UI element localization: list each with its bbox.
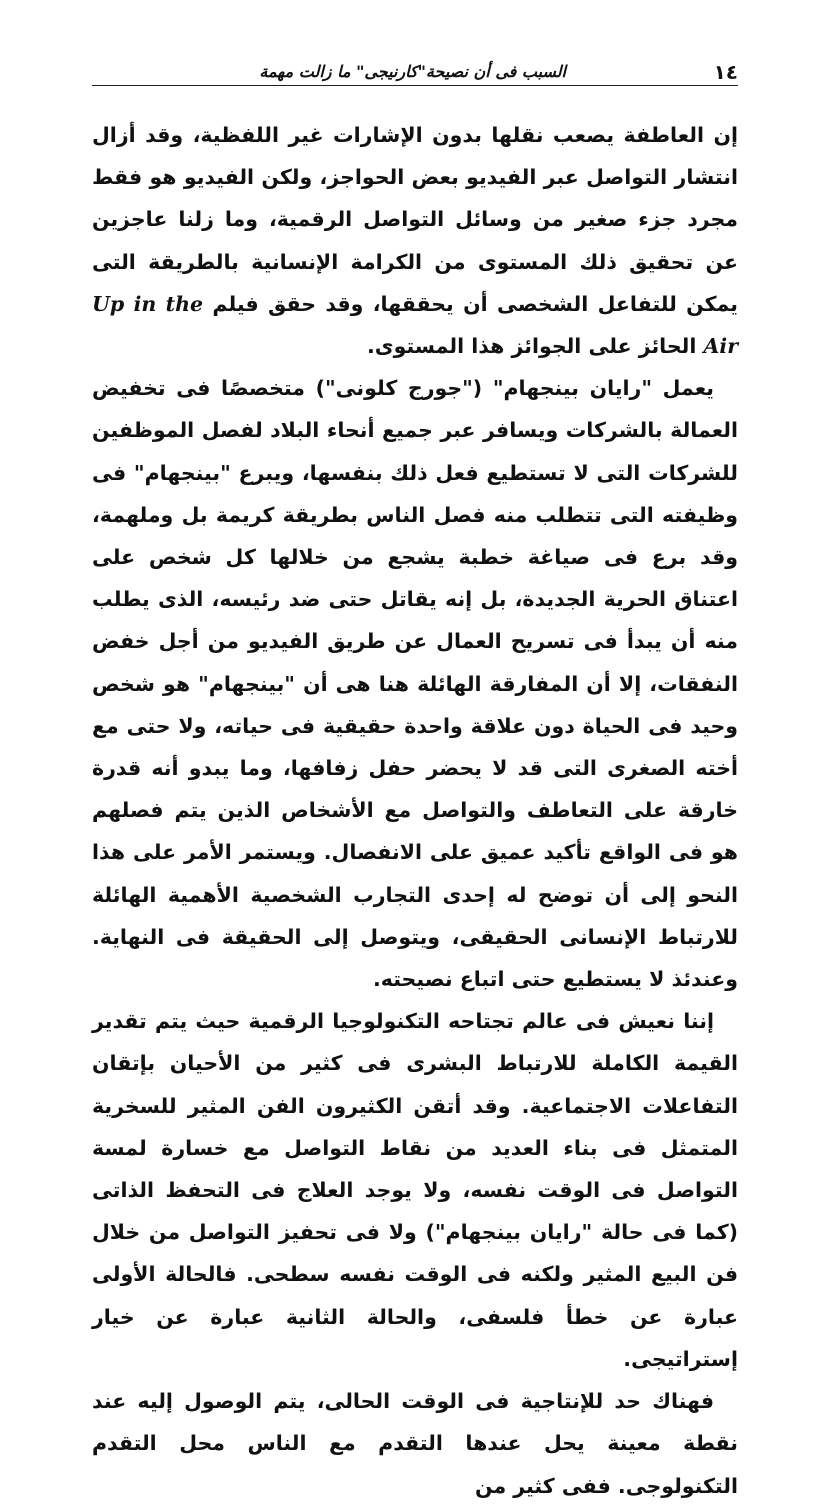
- film-title: Up in the Air: [92, 291, 738, 359]
- page-header: [92, 58, 738, 86]
- page-number: ١٤: [713, 60, 738, 84]
- paragraph-1: [92, 114, 738, 367]
- body-text: [92, 114, 738, 1507]
- paragraph-4: فهناك حد للإنتاجية فى الوقت الحالى، يتم الوصول إليه عند نقطة معينة يحل عندها التقدم مع الناس محل التقدم التكنولوجى. ففى كثير من: [92, 1389, 738, 1498]
- paragraph-1-text-before: إن العاطفة يصعب نقلها بدون الإشارات غير اللفظية، وقد أزال انتشار التواصل عبر الفيديو بعض الحواجز، ولكن الفيديو هو فقط مجرد جزء صغير من وسائل التواصل الرقمية، وما زلنا عاجزين عن تحقيق ذلك المستوى من الكرامة الإنسانية بالطريقة التى يمكن للتفاعل الشخصى أن يحققها، وقد حقق فيلم: [92, 123, 738, 316]
- running-title: السبب فى أن نصيحة"كارنيجى" ما زالت مهمة: [259, 62, 566, 81]
- paragraph-1-text-after: الحائز على الجوائز هذا المستوى.: [367, 334, 704, 359]
- paragraph-2: يعمل "رايان بينجهام" ("جورج كلونى") متخصصًا فى تخفيض العمالة بالشركات ويسافر عبر جميع أنحاء البلاد لفصل الموظفين للشركات التى لا تستطيع فعل ذلك بنفسها، ويبرع "بينجهام" فى وظيفته التى تتطلب منه فصل الناس بطريقة كريمة بل وملهمة، وقد برع فى صياغة خطبة يشجع من خلالها كل شخص على اعتناق الحرية الجديدة، بل إنه يقاتل حتى ضد رئيسه، الذى يطلب منه أن يبدأ فى تسريح العمال عن طريق الفيديو من أجل خفض النفقات، إلا أن المفارقة الهائلة هنا هى أن "بينجهام" هو شخص وحيد فى الحياة دون علاقة واحدة حقيقية فى حياته، ولا حتى مع أخته الصغرى التى قد لا يحضر حفل زفافها، وما يبدو أنه قدرة خارقة على التعاطف والتواصل مع الأشخاص الذين يتم فصلهم هو فى الواقع تأكيد عميق على الانفصال. ويستمر الأمر على هذا النحو إلى أن توضح له إحدى التجارب الشخصية الأهمية الهائلة للارتباط الإنسانى الحقيقى، ويتوصل إلى الحقيقة فى النهاية. وعندئذ لا يستطيع حتى اتباع نصيحته.: [92, 376, 738, 992]
- header-rule: [92, 85, 738, 86]
- paragraph-3: إننا نعيش فى عالم تجتاحه التكنولوجيا الرقمية حيث يتم تقدير القيمة الكاملة للارتباط البشرى فى كثير من الأحيان بإتقان التفاعلات الاجتماعية. وقد أتقن الكثيرون الفن المثير للسخرية المتمثل فى بناء العديد من نقاط التواصل مع خسارة لمسة التواصل فى الوقت نفسه، ولا يوجد العلاج فى التحفظ الذاتى (كما فى حالة "رايان بينجهام") ولا فى تحفيز التواصل من خلال فن البيع المثير ولكنه فى الوقت نفسه سطحى. فالحالة الأولى عبارة عن خطأ فلسفى، والحالة الثانية عبارة عن خيار إستراتيجى.: [92, 1009, 738, 1371]
